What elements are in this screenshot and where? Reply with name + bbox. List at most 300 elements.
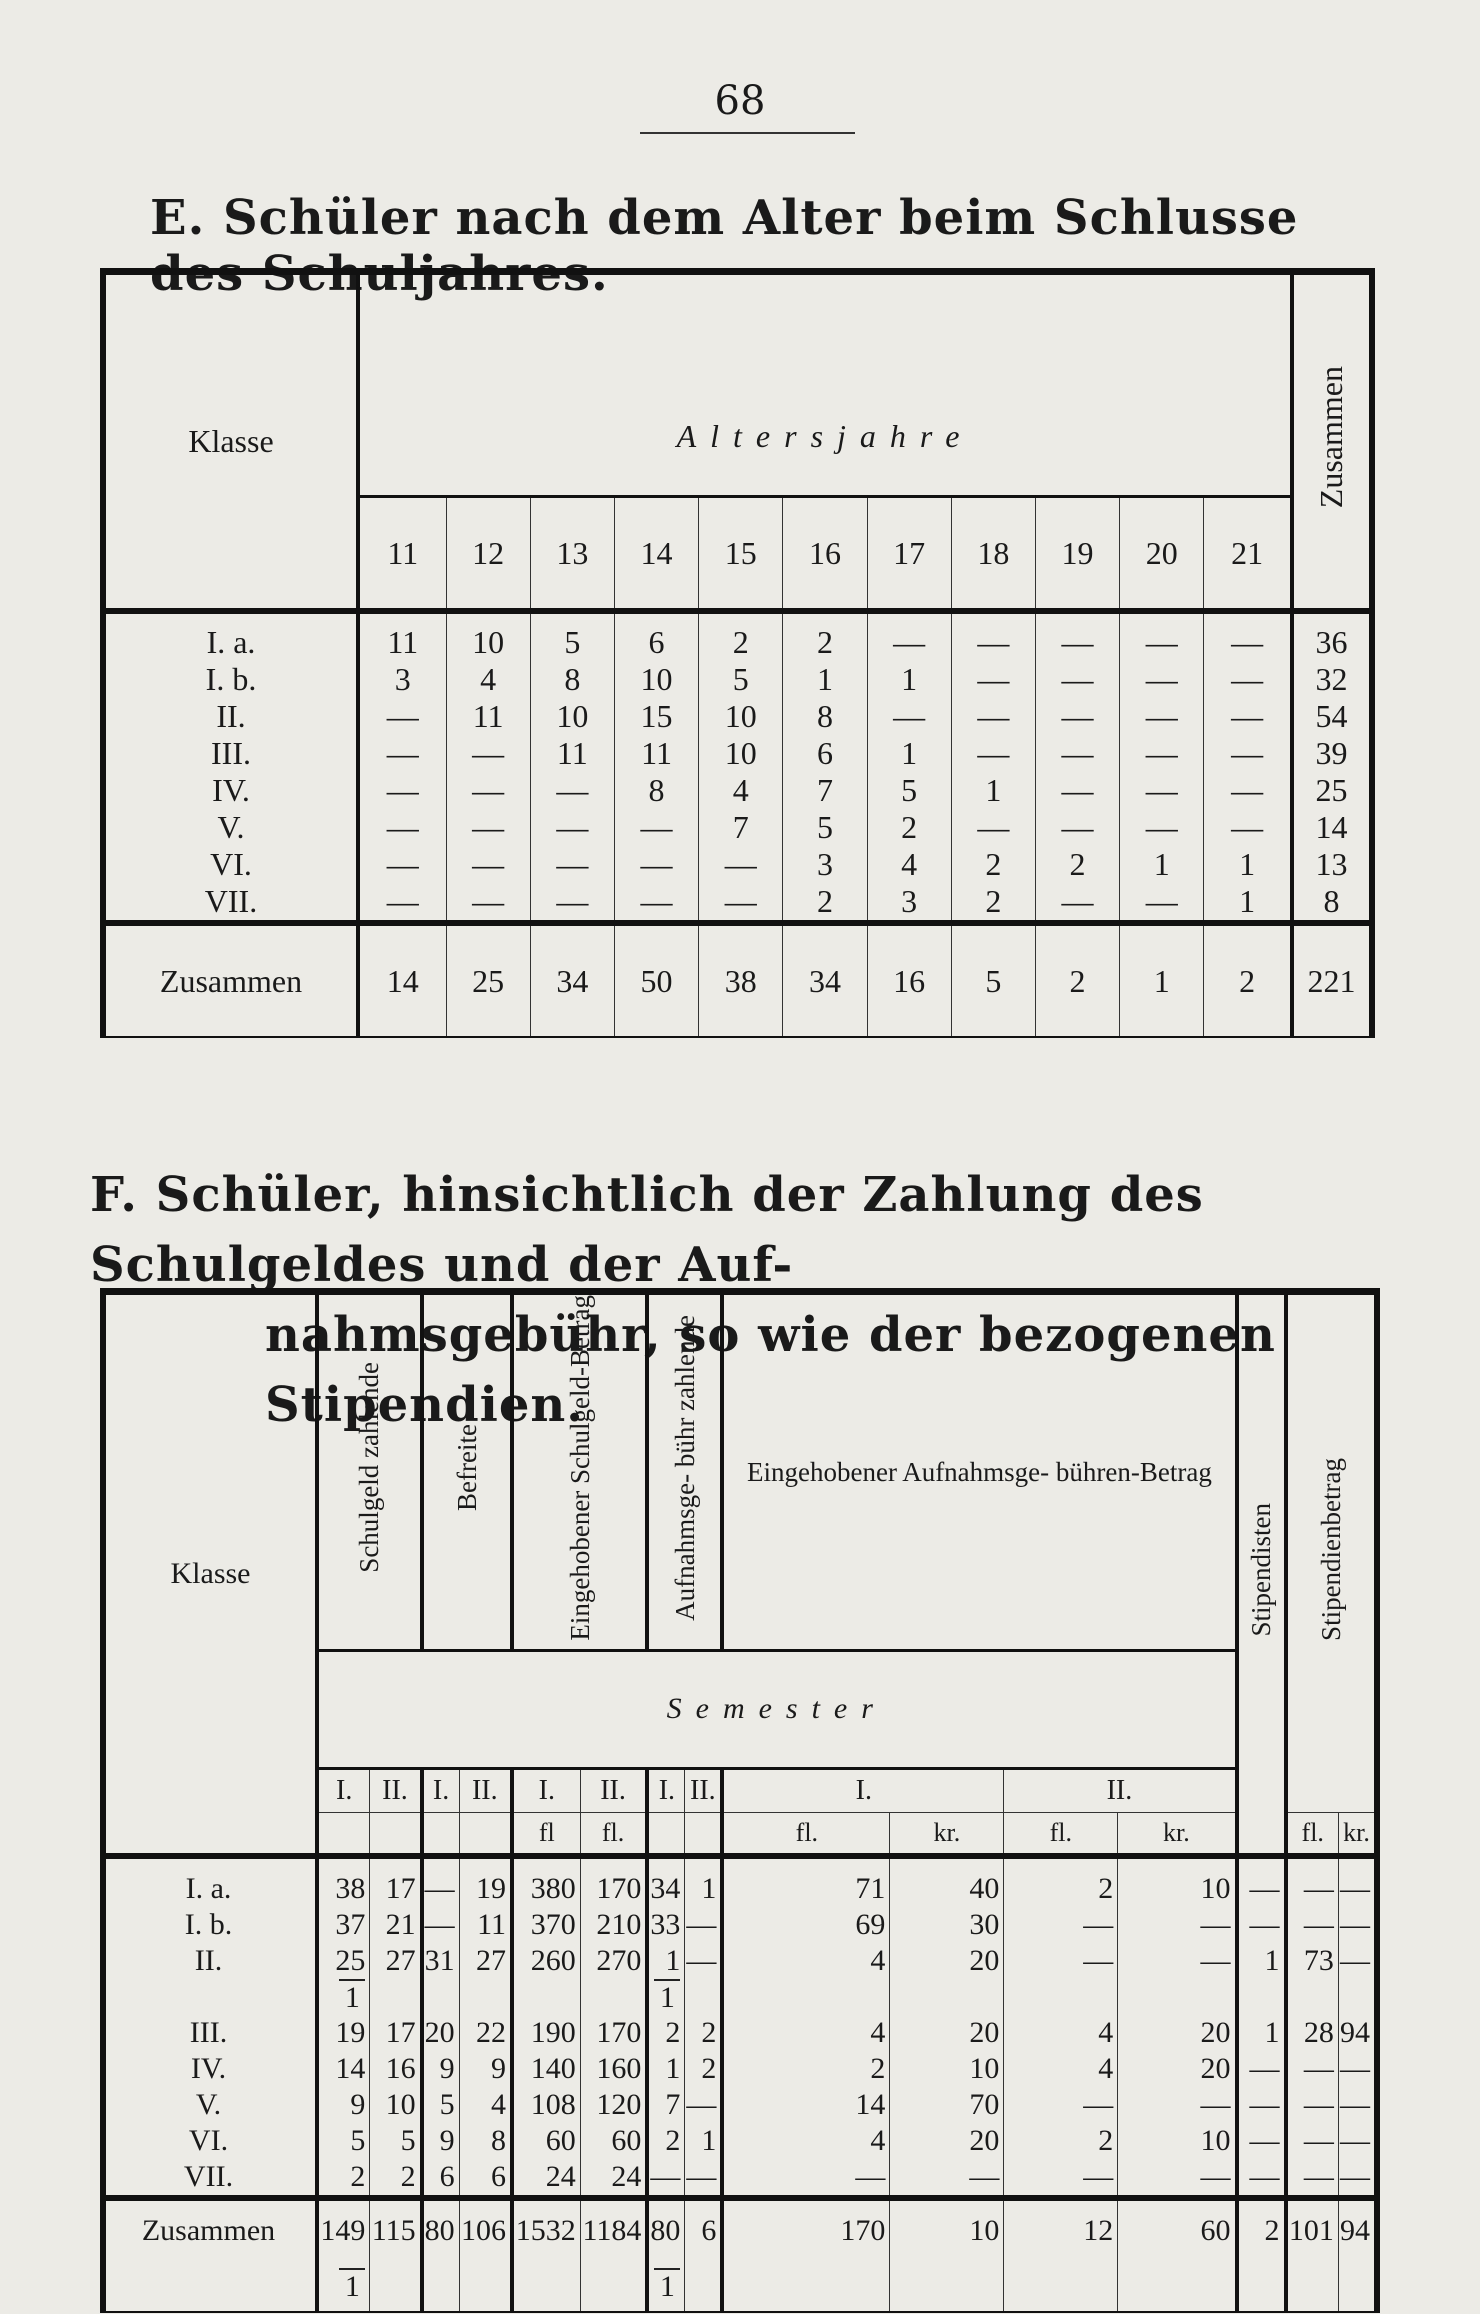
table-row — [103, 2123, 1377, 2159]
page-number: 68 — [714, 78, 766, 124]
cell-value: — — [1035, 809, 1119, 846]
total-value: 101 — [1286, 2198, 1339, 2261]
cell-value: 10 — [530, 698, 614, 735]
cell-value — [1338, 1979, 1377, 2015]
h-stipbetrag: Stipendienbetrag — [1315, 1457, 1346, 1641]
age-header: 12 — [446, 497, 530, 612]
cell-value: 9 — [459, 2051, 512, 2087]
total-value: 12 — [1004, 2198, 1118, 2261]
grand-total: 221 — [1292, 923, 1372, 1037]
row-klasse: III. — [211, 735, 251, 771]
row-total: 54 — [1292, 698, 1372, 735]
cell-value: 1 — [951, 772, 1035, 809]
cell-value: — — [446, 809, 530, 846]
cell-value: — — [358, 698, 446, 735]
cell-value: 6 — [614, 611, 698, 661]
cell-value: 27 — [370, 1943, 422, 1979]
cell-value: 8 — [783, 698, 867, 735]
unit-fl: fl — [512, 1812, 580, 1856]
cell-value: 8 — [614, 772, 698, 809]
total-sub-cell — [580, 2261, 647, 2312]
total-sub-cell — [722, 2261, 890, 2312]
cell-value: — — [1338, 2123, 1377, 2159]
cell-value: 25 — [317, 1943, 370, 1979]
cell-value — [317, 1979, 370, 2015]
total-value: 50 — [614, 923, 698, 1037]
row-klasse: VII. — [204, 883, 258, 919]
cell-value: 16 — [370, 2051, 422, 2087]
table-row — [103, 809, 1372, 846]
cell-value: 2 — [867, 809, 951, 846]
cell-value: — — [1237, 2159, 1286, 2198]
table-row — [103, 2159, 1377, 2198]
table-row — [103, 1907, 1377, 1943]
table-row — [103, 1979, 1377, 2015]
row-klasse: V. — [195, 2087, 222, 2121]
cell-value: 2 — [647, 2015, 684, 2051]
cell-value: 5 — [317, 2123, 370, 2159]
unit-kr: kr. — [1338, 1812, 1377, 1856]
cell-value: 5 — [422, 2087, 459, 2123]
cell-value: — — [1118, 2087, 1237, 2123]
cell-value — [459, 1979, 512, 2015]
fraction-value: 1 — [654, 1979, 680, 2015]
cell-value: 1 — [685, 1856, 722, 1907]
cell-value: 21 — [370, 1907, 422, 1943]
cell-value: 8 — [530, 661, 614, 698]
f-col-klasse-header: Klasse — [170, 1556, 251, 1590]
cell-value: 1 — [1204, 883, 1292, 923]
total-sub-cell — [317, 2261, 370, 2312]
cell-value: — — [647, 2159, 684, 2198]
table-row — [103, 1856, 1377, 1907]
cell-value: — — [1035, 883, 1119, 923]
cell-value — [422, 1979, 459, 2015]
total-sub-cell — [422, 2261, 459, 2312]
row-total: 39 — [1292, 735, 1372, 772]
total-value: 14 — [358, 923, 446, 1037]
cell-value: 14 — [722, 2087, 890, 2123]
col-klasse-header: Klasse — [188, 423, 274, 459]
cell-value: 10 — [890, 2051, 1004, 2087]
cell-value: 10 — [446, 611, 530, 661]
cell-value: 60 — [580, 2123, 647, 2159]
cell-value: 1 — [783, 661, 867, 698]
cell-value: — — [1120, 809, 1204, 846]
unit-fl: fl. — [722, 1812, 890, 1856]
cell-value: — — [722, 2159, 890, 2198]
cell-value: — — [1338, 1856, 1377, 1907]
sem-ii: II. — [370, 1768, 422, 1812]
h-aufnahms: Aufnahmsge- bühr zahlende — [669, 1314, 700, 1621]
cell-value: — — [1237, 2087, 1286, 2123]
empty-cell — [103, 2261, 317, 2312]
cell-value: 3 — [783, 846, 867, 883]
table-row — [103, 661, 1372, 698]
cell-value: 20 — [422, 2015, 459, 2051]
cell-value: — — [1286, 1856, 1339, 1907]
cell-value: 1 — [867, 735, 951, 772]
cell-value: — — [358, 883, 446, 923]
cell-value: — — [1120, 611, 1204, 661]
cell-value: 9 — [317, 2087, 370, 2123]
cell-value: — — [358, 846, 446, 883]
section-f-title-line2: nahmsgebühr, so wie der bezogenen Stipendien. — [265, 1307, 1276, 1433]
section-e-title: E. Schüler nach dem Alter beim Schlusse des Schuljahres. — [150, 190, 1299, 302]
cell-value: — — [1204, 611, 1292, 661]
cell-value: 4 — [1004, 2015, 1118, 2051]
cell-value: 2 — [1004, 1856, 1118, 1907]
cell-value — [1286, 1979, 1339, 2015]
cell-value: 19 — [459, 1856, 512, 1907]
total-value: 80 — [422, 2198, 459, 2261]
cell-value: 4 — [867, 846, 951, 883]
cell-value: 5 — [530, 611, 614, 661]
cell-value: — — [422, 1856, 459, 1907]
total-sub-cell — [1004, 2261, 1118, 2312]
cell-value: 2 — [722, 2051, 890, 2087]
sem-ii: II. — [459, 1768, 512, 1812]
table-row — [103, 611, 1372, 661]
cell-value: 24 — [512, 2159, 580, 2198]
cell-value: 5 — [867, 772, 951, 809]
cell-value: 2 — [951, 846, 1035, 883]
cell-value: 2 — [699, 611, 783, 661]
total-sub-cell — [685, 2261, 722, 2312]
cell-value: — — [951, 735, 1035, 772]
total-sub-cell — [370, 2261, 422, 2312]
h-stipendisten: Stipendisten — [1246, 1503, 1277, 1637]
cell-value: — — [530, 809, 614, 846]
row-klasse: IV. — [190, 2051, 227, 2085]
row-klasse: III. — [189, 2015, 228, 2049]
cell-value: 27 — [459, 1943, 512, 1979]
cell-value: 2 — [783, 883, 867, 923]
cell-value: — — [446, 883, 530, 923]
cell-value: — — [1120, 883, 1204, 923]
cell-value: 6 — [783, 735, 867, 772]
age-header: 11 — [358, 497, 446, 612]
cell-value: 24 — [580, 2159, 647, 2198]
cell-value: — — [951, 611, 1035, 661]
cell-value: 10 — [1118, 1856, 1237, 1907]
cell-value: 34 — [647, 1856, 684, 1907]
cell-value: — — [1237, 1856, 1286, 1907]
row-klasse: VII. — [183, 2159, 234, 2193]
h-befreite: Befreite — [451, 1424, 482, 1512]
cell-value: — — [1204, 661, 1292, 698]
cell-value: — — [1035, 661, 1119, 698]
h-eingehoben: Eingehobener Schulgeld-Betrag — [564, 1295, 595, 1641]
cell-value: — — [1286, 2159, 1339, 2198]
cell-value: 11 — [446, 698, 530, 735]
cell-value: 37 — [317, 1907, 370, 1943]
cell-value: — — [1338, 1907, 1377, 1943]
cell-value: 11 — [358, 611, 446, 661]
cell-value: 94 — [1338, 2015, 1377, 2051]
table-row — [103, 846, 1372, 883]
cell-value: 170 — [580, 1856, 647, 1907]
cell-value: — — [951, 661, 1035, 698]
total-value: 25 — [446, 923, 530, 1037]
age-total-row — [103, 923, 1372, 1037]
cell-value: 17 — [370, 2015, 422, 2051]
cell-value: — — [446, 772, 530, 809]
total-sub-cell — [459, 2261, 512, 2312]
age-table — [100, 268, 1375, 1038]
age-header: 14 — [614, 497, 698, 612]
total-value: 2 — [1035, 923, 1119, 1037]
sem-i: I. — [422, 1768, 459, 1812]
total-value: 115 — [370, 2198, 422, 2261]
cell-value: 1 — [867, 661, 951, 698]
row-klasse: VI. — [188, 2123, 229, 2157]
cell-value: 19 — [317, 2015, 370, 2051]
cell-value: 15 — [614, 698, 698, 735]
age-header: 16 — [783, 497, 867, 612]
cell-value: 260 — [512, 1943, 580, 1979]
cell-value: 1 — [1237, 2015, 1286, 2051]
row-total: 13 — [1292, 846, 1372, 883]
row-klasse: II. — [194, 1943, 223, 1977]
cell-value: — — [951, 698, 1035, 735]
total-value: 1 — [1120, 923, 1204, 1037]
sem-i: I. — [647, 1768, 684, 1812]
cell-value: 160 — [580, 2051, 647, 2087]
cell-value: — — [1120, 735, 1204, 772]
fees-total-subrow — [103, 2261, 1377, 2312]
cell-value: — — [446, 846, 530, 883]
cell-value: 370 — [512, 1907, 580, 1943]
cell-value: — — [890, 2159, 1004, 2198]
total-value: 94 — [1338, 2198, 1377, 2261]
total-sub-cell — [1118, 2261, 1237, 2312]
cell-value: — — [685, 2159, 722, 2198]
cell-value: 7 — [699, 809, 783, 846]
cell-value: — — [1035, 611, 1119, 661]
row-klasse: I. b. — [184, 1907, 233, 1941]
cell-value: 11 — [459, 1907, 512, 1943]
cell-value: — — [1237, 2051, 1286, 2087]
cell-value: — — [1118, 2159, 1237, 2198]
table-row — [103, 2051, 1377, 2087]
section-f-title-line1: F. Schüler, hinsichtlich der Zahlung des Schulgeldes und der Auf- — [90, 1167, 1204, 1293]
age-header: 18 — [951, 497, 1035, 612]
cell-value: 6 — [422, 2159, 459, 2198]
cell-value: — — [1237, 2123, 1286, 2159]
row-total: 32 — [1292, 661, 1372, 698]
total-sub-cell — [1286, 2261, 1339, 2312]
sem-i: I. — [317, 1768, 370, 1812]
cell-value: 380 — [512, 1856, 580, 1907]
total-value: 34 — [783, 923, 867, 1037]
cell-value: 10 — [699, 735, 783, 772]
col-altersjahre-header: Altersjahre — [676, 418, 974, 454]
total-value: 149 — [317, 2198, 370, 2261]
cell-value — [890, 1979, 1004, 2015]
cell-value: 5 — [699, 661, 783, 698]
unit-kr: kr. — [890, 1812, 1004, 1856]
row-total: 14 — [1292, 809, 1372, 846]
cell-value: — — [530, 883, 614, 923]
cell-value: — — [867, 611, 951, 661]
cell-value: 4 — [1004, 2051, 1118, 2087]
cell-value: — — [1338, 2159, 1377, 2198]
table-row — [103, 2087, 1377, 2123]
cell-value: 4 — [699, 772, 783, 809]
row-klasse: I. b. — [205, 661, 257, 697]
cell-value: — — [1004, 2159, 1118, 2198]
cell-value — [580, 1979, 647, 2015]
h-semester: Semester — [666, 1692, 887, 1726]
cell-value: 5 — [783, 809, 867, 846]
cell-value: 30 — [890, 1907, 1004, 1943]
cell-value — [685, 1979, 722, 2015]
total-value: 1532 — [512, 2198, 580, 2261]
cell-value: — — [422, 1907, 459, 1943]
sem-ii: II. — [685, 1768, 722, 1812]
table-row — [103, 1943, 1377, 1979]
cell-value: 6 — [459, 2159, 512, 2198]
age-header: 21 — [1204, 497, 1292, 612]
cell-value: 2 — [783, 611, 867, 661]
cell-value: — — [614, 809, 698, 846]
row-klasse: II. — [216, 698, 246, 734]
unit-fl: fl. — [580, 1812, 647, 1856]
cell-value: — — [685, 2087, 722, 2123]
cell-value: 170 — [580, 2015, 647, 2051]
cell-value: 1 — [1204, 846, 1292, 883]
cell-value: — — [1035, 772, 1119, 809]
cell-value: — — [1120, 661, 1204, 698]
fees-total-row — [103, 2198, 1377, 2261]
cell-value — [647, 1979, 684, 2015]
total-label: Zusammen — [103, 2198, 317, 2261]
table-row — [103, 883, 1372, 923]
total-value: 106 — [459, 2198, 512, 2261]
cell-value: 17 — [370, 1856, 422, 1907]
fees-table — [100, 1288, 1380, 2313]
total-value: 34 — [530, 923, 614, 1037]
cell-value: 4 — [722, 2015, 890, 2051]
cell-value: 33 — [647, 1907, 684, 1943]
total-sub-cell — [1338, 2261, 1377, 2312]
page-number-rule — [640, 132, 855, 134]
cell-value: 5 — [370, 2123, 422, 2159]
cell-value: 11 — [530, 735, 614, 772]
total-value: 170 — [722, 2198, 890, 2261]
cell-value: — — [1204, 735, 1292, 772]
cell-value: 10 — [699, 698, 783, 735]
cell-value: — — [358, 809, 446, 846]
cell-value: 190 — [512, 2015, 580, 2051]
total-label: Zusammen — [103, 923, 358, 1037]
total-sub-cell — [1237, 2261, 1286, 2312]
table-row — [103, 2015, 1377, 2051]
total-fraction: 1 — [339, 2268, 365, 2304]
cell-value — [1237, 1979, 1286, 2015]
cell-value: — — [1004, 2087, 1118, 2123]
cell-value: 70 — [890, 2087, 1004, 2123]
cell-value: — — [614, 883, 698, 923]
total-value: 5 — [951, 923, 1035, 1037]
cell-value: — — [685, 1943, 722, 1979]
total-value: 10 — [890, 2198, 1004, 2261]
cell-value: — — [699, 846, 783, 883]
cell-value: 1 — [647, 2051, 684, 2087]
row-klasse: VI. — [210, 846, 252, 882]
row-total: 8 — [1292, 883, 1372, 923]
cell-value: 28 — [1286, 2015, 1339, 2051]
unit-kr: kr. — [1118, 1812, 1237, 1856]
fraction-value: 1 — [339, 1979, 365, 2015]
cell-value: — — [951, 809, 1035, 846]
cell-value: 20 — [890, 1943, 1004, 1979]
total-sub-cell — [512, 2261, 580, 2312]
cell-value: 2 — [1004, 2123, 1118, 2159]
cell-value: 2 — [370, 2159, 422, 2198]
row-klasse — [103, 1979, 317, 2015]
cell-value — [1004, 1979, 1118, 2015]
cell-value: 120 — [580, 2087, 647, 2123]
total-value: 38 — [699, 923, 783, 1037]
cell-value: — — [699, 883, 783, 923]
cell-value: 10 — [1118, 2123, 1237, 2159]
sem-i: I. — [512, 1768, 580, 1812]
unit-fl: fl. — [1286, 1812, 1339, 1856]
age-header: 15 — [699, 497, 783, 612]
cell-value: 7 — [647, 2087, 684, 2123]
cell-value: 11 — [614, 735, 698, 772]
cell-value: — — [1286, 1907, 1339, 1943]
cell-value: 2 — [1035, 846, 1119, 883]
cell-value: 10 — [370, 2087, 422, 2123]
cell-value: 4 — [722, 1943, 890, 1979]
cell-value: 4 — [446, 661, 530, 698]
cell-value: — — [1286, 2123, 1339, 2159]
total-value: 60 — [1118, 2198, 1237, 2261]
cell-value: 14 — [317, 2051, 370, 2087]
cell-value: 31 — [422, 1943, 459, 1979]
cell-value: 69 — [722, 1907, 890, 1943]
cell-value: — — [1004, 1943, 1118, 1979]
cell-value — [512, 1979, 580, 2015]
h-schulgeld: Schulgeld zahlende — [354, 1362, 385, 1574]
cell-value: — — [1120, 772, 1204, 809]
cell-value: — — [1118, 1943, 1237, 1979]
cell-value: 270 — [580, 1943, 647, 1979]
age-header: 19 — [1035, 497, 1119, 612]
col-zusammen-header: Zusammen — [1313, 366, 1349, 509]
cell-value: — — [530, 772, 614, 809]
total-value: 16 — [867, 923, 951, 1037]
sem-i: I. — [722, 1768, 1004, 1812]
cell-value: 7 — [783, 772, 867, 809]
cell-value: 2 — [647, 2123, 684, 2159]
cell-value: — — [1286, 2051, 1339, 2087]
total-sub-cell — [890, 2261, 1004, 2312]
cell-value: — — [1237, 1907, 1286, 1943]
cell-value: 4 — [459, 2087, 512, 2123]
total-value: 80 — [647, 2198, 684, 2261]
total-value: 2 — [1237, 2198, 1286, 2261]
cell-value: — — [1035, 698, 1119, 735]
cell-value: 71 — [722, 1856, 890, 1907]
cell-value: 20 — [890, 2123, 1004, 2159]
sem-ii: II. — [1004, 1768, 1237, 1812]
cell-value — [722, 1979, 890, 2015]
cell-value: — — [1204, 772, 1292, 809]
